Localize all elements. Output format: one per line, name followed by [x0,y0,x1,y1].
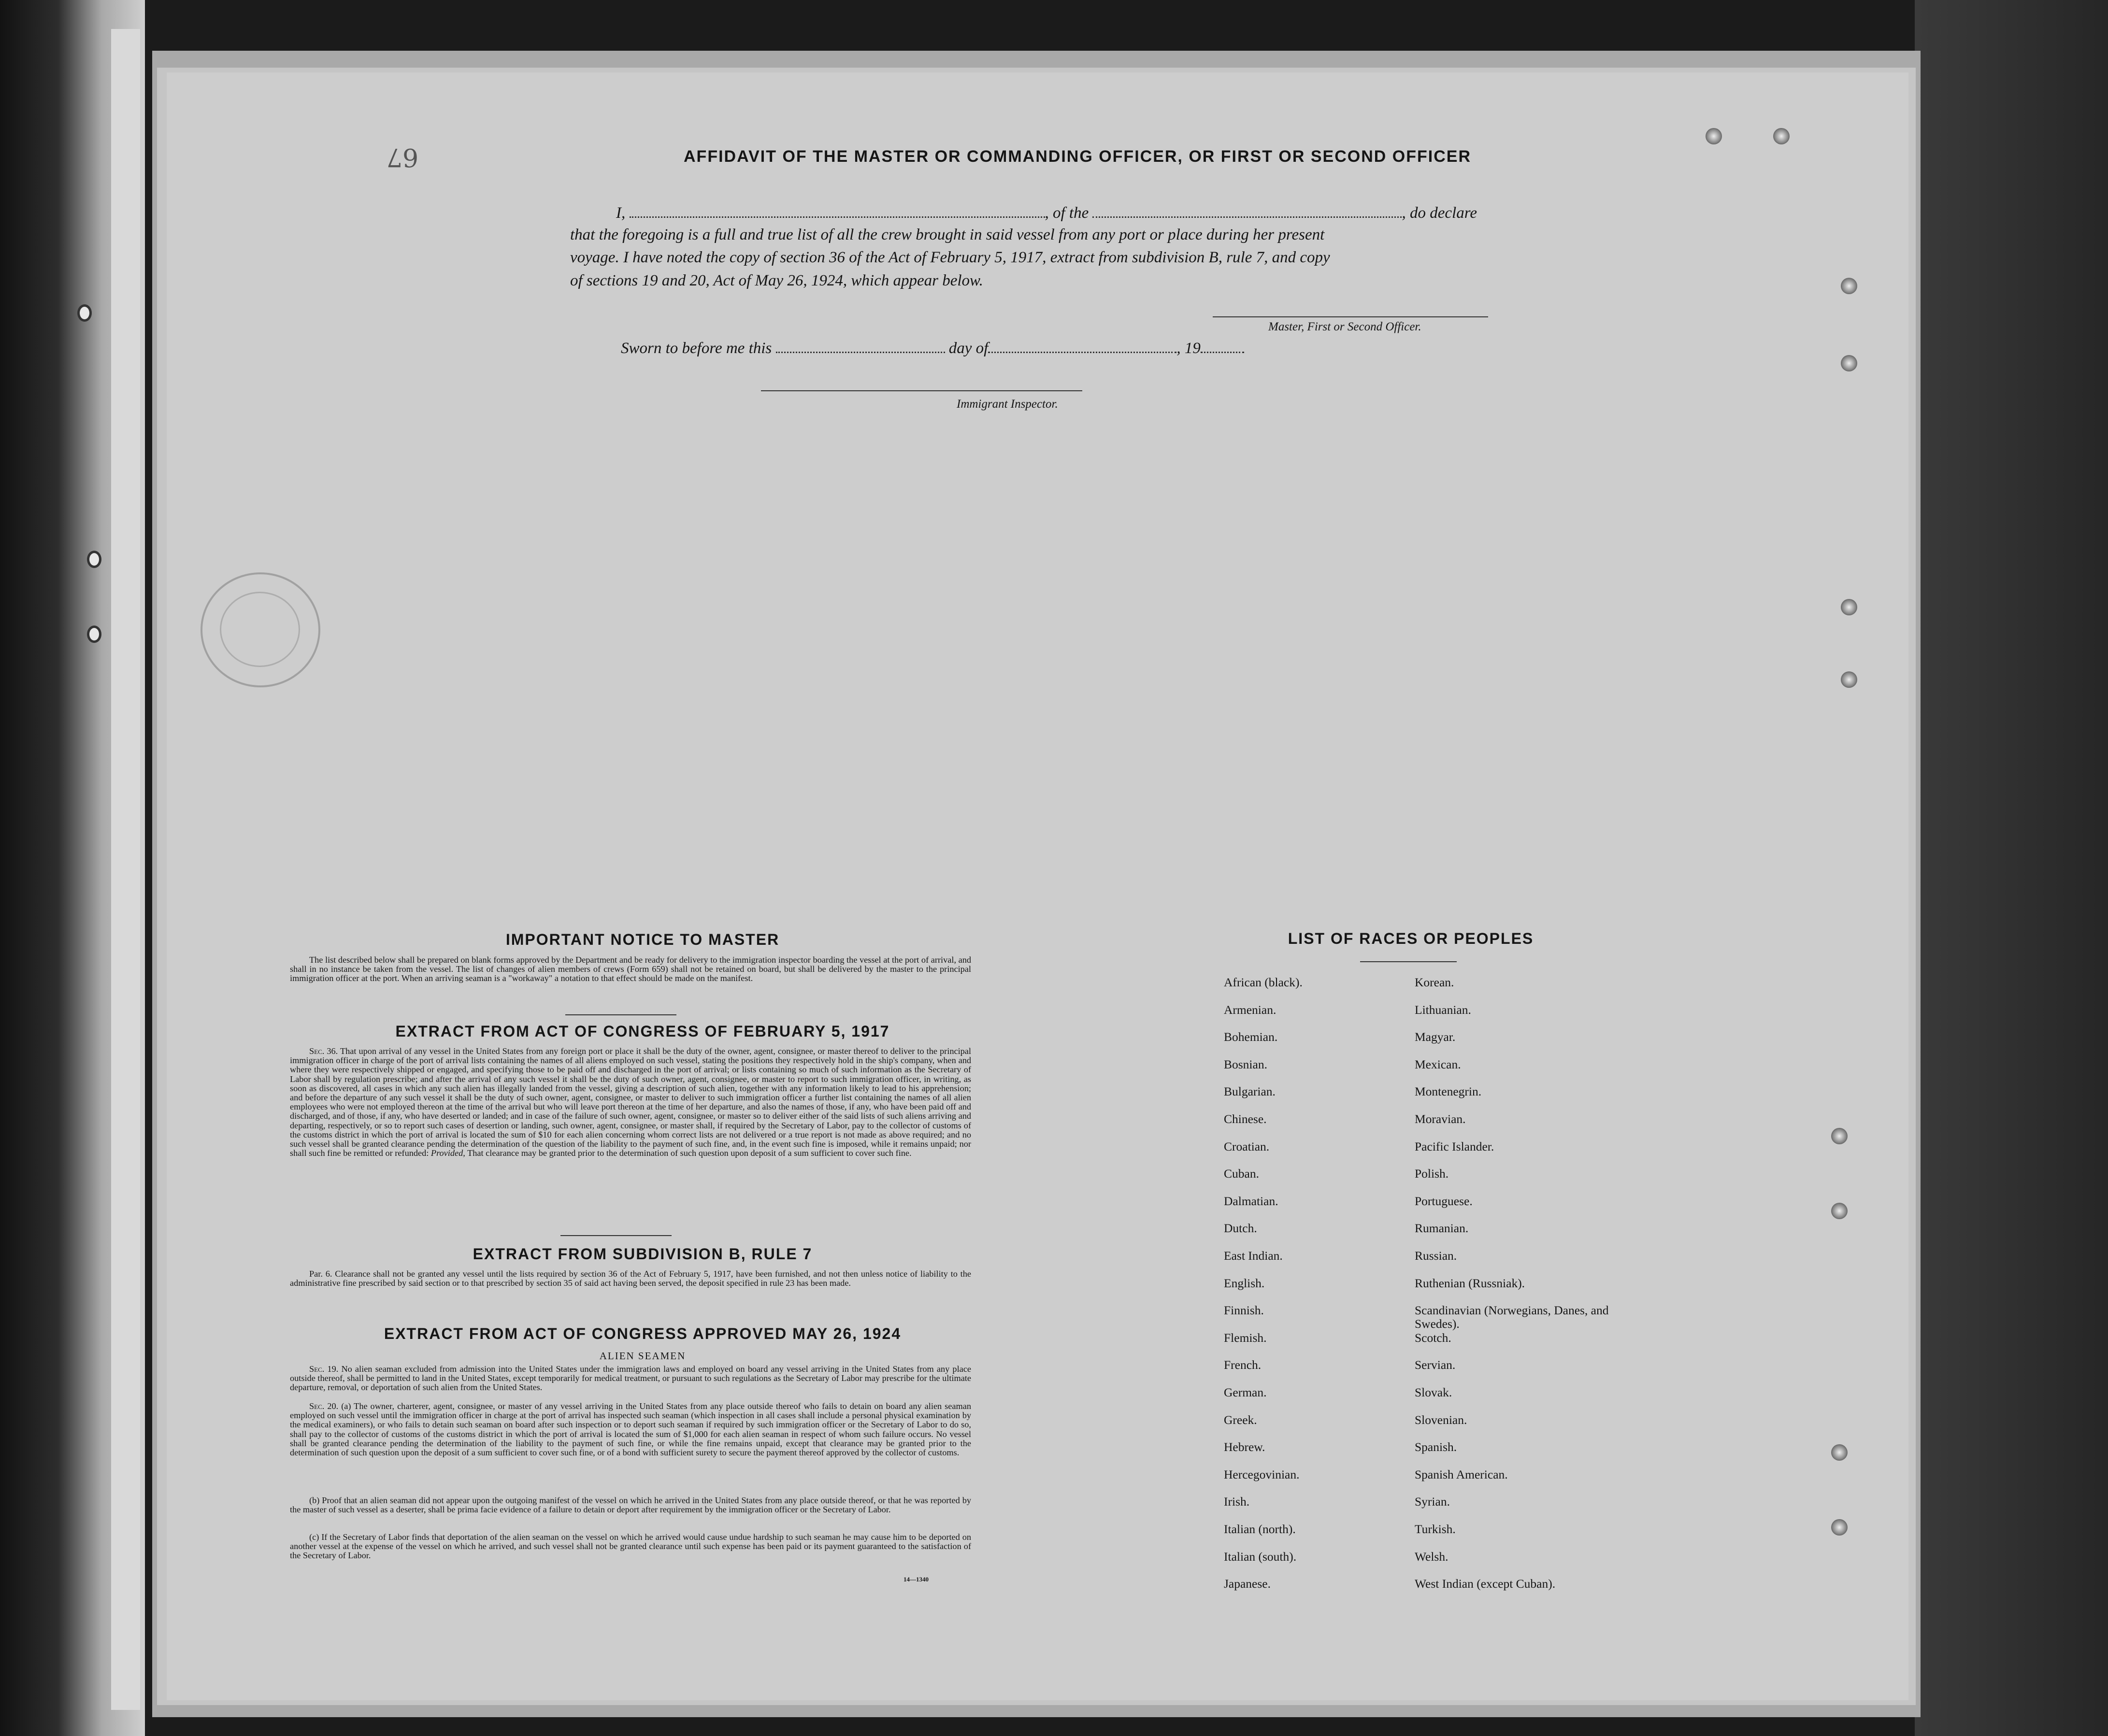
faded-stamp-inner [220,592,300,667]
divider [1360,961,1457,962]
race-item: East Indian. [1224,1249,1283,1263]
race-item: Dutch. [1224,1221,1257,1236]
rivet-icon [1831,1444,1848,1461]
race-item: Dalmatian. [1224,1194,1278,1208]
sec-20-body: (a) The owner, charterer, agent, consignee, or master of any vessel arriving in the United States from any place outside thereof who fails to detain on board any alien seaman employed on such vessel until the immigration officer in charge at the port of arrival has inspected such seaman (which inspection in all cases shall include a personal physical examination by the medical examiners), or who fails to detain such seaman on board after such inspection or to deport such seaman if required by such immigration officer or the Secretary of Labor to do so, shall pay to the collector of customs of the customs district in which the port of arrival is located the sum of $1,000 for each alien seaman in respect of whom such failure occurs. No vessel shall be granted clearance pending the determination of the liability to the payment of such fine, or while the fine remains unpaid, except that clearance may be granted prior to the determination of such question upon the deposit of a sum sufficient to cover such fine, or of a bond with sufficient surety to secure the payment thereof approved by the collector of customs. [290,1401,971,1458]
binder-hole-icon [87,551,101,568]
race-item: Bosnian. [1224,1057,1267,1071]
race-item: German. [1224,1385,1267,1399]
sec-36-text: That upon arrival of any vessel in the United States from any foreign port or place it shall be the duty of the owner, agent, consignee, or master thereof to deliver to the principal immigration officer in charge of the port of arrival lists containing the names of all aliens employed on such vessel, stating the positions they respectively hold in the ship's company, when and where they were respectively shipped or engaged, and specifying those to be paid off and discharged in the port of arrival; or lists containing so much of such information as the Secretary of Labor shall by regulation prescribe; and after the arrival of any such vessel it shall be the duty of such owner, agent, consignee, or master to report to such immigration officer, in writing, as soon as discovered, all cases in which any such alien has illegally landed from the vessel, giving a description of such alien, together with any information likely to lead to his apprehension; and before the departure of any such vessel it shall be the duty of such owner, agent, consignee, or master to deliver to such immigration officer a further list containing the names of all alien employees who were not employed thereon at the time of the arrival but who will leave port thereon at the time of her departure, and also the names of those, if any, who have been paid off and discharged, and of those, if any, who have deserted or landed; and in case of the failure of such owner, agent, consignee, or master so to deliver either of the said lists of such aliens arriving and departing, respectively, or so to report such cases of desertion or landing, such owner, agent, consignee, or master shall, if required by the Secretary of Labor, pay to the collector of customs of the customs district in which the port of arrival is located the sum of $10 for each alien concerning whom correct lists are not delivered or a true report is not made as above required; and no such vessel shall be granted clearance pending the determination of the question of the liability to the payment of such fine, and, in the event such fine is imposed, while it remains unpaid; nor shall such fine be remitted or refunded: [290,1046,971,1158]
races-title: LIST OF RACES OR PEOPLES [1288,930,1534,947]
sec-19-label: Sec. 19. [309,1364,339,1374]
affidavit-i: I, [616,204,626,222]
race-item: Bohemian. [1224,1030,1278,1044]
binder-hole-icon [77,304,92,322]
affidavit-line-3: voyage. I have noted the copy of section 36 of the Act of February 5, 1917, extract from subdivision B, rule 7, and copy [570,249,1330,266]
divider [565,1014,676,1015]
rivet-icon [1831,1128,1848,1144]
page-number: 67 [387,142,419,171]
race-item: Portuguese. [1415,1194,1473,1208]
race-item: Korean. [1415,975,1454,989]
race-item: Russian. [1415,1249,1457,1263]
sec-20-text [290,1402,971,1457]
rivet-icon [1841,599,1857,615]
race-item: Greek. [1224,1412,1257,1427]
race-item: Chinese. [1224,1112,1267,1126]
affidavit-line-1 [616,203,1477,222]
right-background [1915,0,2108,1736]
extract-1917-text [290,1047,971,1158]
race-item: Slovenian. [1415,1412,1467,1427]
inspector-signature-line[interactable] [761,390,1082,391]
extract-1924-title: EXTRACT FROM ACT OF CONGRESS APPROVED MAY 26, 1924 [384,1325,902,1342]
notice-text: The list described below shall be prepared on blank forms approved by the Department and be ready for delivery to the immigration inspector boarding the vessel at the port of arrival, and shall in no instance be taken from the vessel. The list of changes of alien members of crews (Form 659) shall not be retained on board, but shall be delivered by the master to the principal immigration officer at the port. When an arriving seaman is a "workaway" a notation to that effect should be made on the manifest. [290,955,971,983]
extract-1917-title: EXTRACT FROM ACT OF CONGRESS OF FEBRUARY 5, 1917 [395,1023,890,1040]
race-item: African (black). [1224,975,1303,989]
proviso-label: Provided, [430,1148,465,1158]
race-item: Croatian. [1224,1139,1270,1153]
extract-rule7-title: EXTRACT FROM SUBDIVISION B, RULE 7 [473,1245,813,1263]
race-item: Hercegovinian. [1224,1467,1300,1481]
race-item: Polish. [1415,1167,1449,1181]
affidavit-title: AFFIDAVIT OF THE MASTER OR COMMANDING OFFICER, OR FIRST OR SECOND OFFICER [684,147,1471,166]
race-item: Ruthenian (Russniak). [1415,1276,1525,1290]
form-number: 14—1340 [903,1576,929,1583]
race-item: Slovak. [1415,1385,1452,1399]
notice-title: IMPORTANT NOTICE TO MASTER [505,931,780,948]
sworn-label: Sworn to before me this [621,340,772,357]
affidavit-declare: , do declare [1402,204,1477,222]
race-item: Cuban. [1224,1167,1259,1181]
sec-20-b-text: (b) Proof that an alien seaman did not appear upon the outgoing manifest of the vessel on which he arrived in the United States from any place outside thereof, or that he was reported by the master of such vessel as a deserter, shall be prima facie evidence of a failure to detain or deport after requirement by the immigration officer or the Secretary of Labor. [290,1495,971,1515]
affidavit-of-the: , of the [1045,204,1089,222]
rivet-icon [1831,1519,1848,1536]
sworn-line [621,338,1244,357]
race-item: Spanish American. [1415,1467,1508,1481]
race-item: Mexican. [1415,1057,1461,1071]
sworn-day-field[interactable] [776,338,945,353]
race-item: Scandinavian (Norwegians, Danes, and Swedes). [1415,1303,1609,1331]
sworn-month-field[interactable] [988,338,1176,353]
race-item: Japanese. [1224,1577,1271,1591]
year-label: , 19 [1176,340,1201,357]
master-signature-line[interactable] [1213,316,1488,317]
sec-20-label: Sec. 20. [309,1401,339,1411]
race-item: Irish. [1224,1494,1250,1509]
binder-strip [111,29,140,1710]
name-field[interactable] [630,203,1045,218]
affidavit-line-2: that the foregoing is a full and true list of all the crew brought in said vessel from any port or place during her present [570,226,1325,243]
race-item: Scotch. [1415,1330,1451,1345]
inspector-caption: Immigrant Inspector. [957,398,1058,411]
race-item: Magyar. [1415,1030,1456,1044]
race-item: Italian (north). [1224,1522,1296,1536]
rivet-icon [1773,128,1790,144]
race-item: Flemish. [1224,1330,1267,1345]
proviso-text: That clearance may be granted prior to the determination of such question upon deposit of a sum sufficient to cover such fine. [467,1148,912,1158]
affidavit-line-4: of sections 19 and 20, Act of May 26, 1924, which appear below. [570,272,983,289]
race-item: Lithuanian. [1415,1002,1471,1017]
rivet-icon [1841,278,1857,294]
sec-19-text [290,1365,971,1393]
race-item: Montenegrin. [1415,1084,1482,1099]
day-of-label: day of [948,340,989,357]
race-item: Armenian. [1224,1002,1276,1017]
sworn-year-field[interactable] [1201,338,1244,353]
race-item: Italian (south). [1224,1549,1297,1564]
race-item: French. [1224,1358,1262,1372]
extract-rule7-text: Par. 6. Clearance shall not be granted any vessel until the lists required by section 36 of the Act of February 5, 1917, have been furnished, and not then unless notice of liability to the administrative fine prescribed by said section or to that prescribed by section 35 of said act having been served, the deposit specified in rule 23 has been made. [290,1269,971,1288]
race-item: West Indian (except Cuban). [1415,1577,1556,1591]
sec-19-body: No alien seaman excluded from admission into the United States under the immigration laws and employed on board any vessel arriving in the United States from any place outside thereof, shall be permitted to land in the United States, except temporarily for medical treatment, or pursuant to such regulations as the Secretary of Labor may prescribe for the ultimate departure, removal, or deportation of such alien from the United States. [290,1364,971,1393]
sec-20-c-text: (c) If the Secretary of Labor finds that deportation of the alien seaman on the vessel on which he arrived would cause undue hardship to such seaman he may cause him to be deported on another vessel at the expense of the vessel on which he arrived, and such vessel shall not be granted clearance until such expense has been paid or its payment guaranteed to the satisfaction of the Secretary of Labor. [290,1532,971,1561]
race-item: Syrian. [1415,1494,1450,1509]
race-item: Servian. [1415,1358,1456,1372]
race-item: English. [1224,1276,1265,1290]
race-item: Hebrew. [1224,1440,1265,1454]
race-item: Welsh. [1415,1549,1448,1564]
sec-36-label: Sec. 36. [309,1046,338,1056]
race-item: Bulgarian. [1224,1084,1276,1099]
rivet-icon [1841,671,1857,688]
race-item: Turkish. [1415,1522,1456,1536]
rivet-icon [1706,128,1722,144]
race-item: Rumanian. [1415,1221,1469,1236]
race-item: Pacific Islander. [1415,1139,1494,1153]
vessel-field[interactable] [1092,203,1402,218]
race-item: Moravian. [1415,1112,1466,1126]
rivet-icon [1831,1203,1848,1219]
divider [560,1235,672,1236]
race-item: Spanish. [1415,1440,1457,1454]
alien-seamen-heading: ALIEN SEAMEN [599,1350,686,1362]
race-item: Finnish. [1224,1303,1264,1318]
master-caption: Master, First or Second Officer. [1268,320,1421,333]
binder-hole-icon [87,626,101,643]
rivet-icon [1841,355,1857,371]
